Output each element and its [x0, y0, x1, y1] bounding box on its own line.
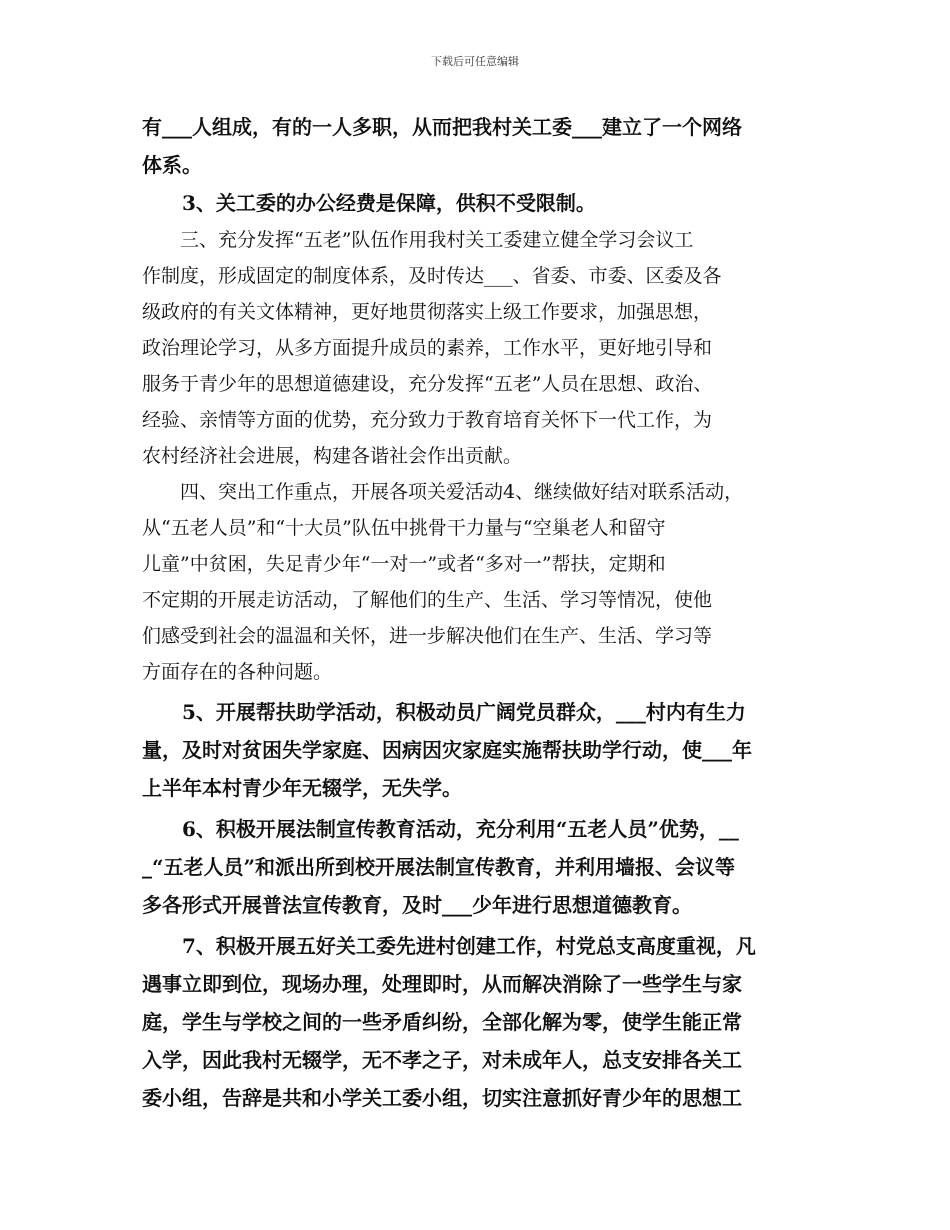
text-line: 方面存在的各种问题。 [142, 661, 333, 683]
document-body [142, 108, 812, 1117]
text-line: 5、开展帮扶助学活动，积极动员广阔党员群众，___村内有生力 [142, 700, 746, 724]
text-line: 庭，学生与学校之间的一些矛盾纠纷，全部化解为零，使学生能正常 [142, 1010, 742, 1034]
text-line: 三、充分发挥“五老”队伍作用我村关工委建立健全学习会议工 [142, 229, 694, 251]
paragraph-3 [142, 222, 812, 474]
text-line: 6、积极开展法制宣传教育活动，充分利用“五老人员”优势，__ [142, 817, 739, 841]
text-line: 遇事立即到位，现场办理，处理即时，从而解决消除了一些学生与家 [142, 972, 742, 996]
text-line: 多各形式开展普法宣传教育，及时___少年进行思想道德教育。 [142, 893, 692, 917]
text-line: 作制度，形成固定的制度体系，及时传达___、省委、市委、区委及各 [142, 265, 722, 287]
text-line: 四、突出工作重点，开展各项关爱活动4、继续做好结对联系活动， [142, 481, 744, 503]
paragraph-1 [142, 108, 812, 184]
text-line: _“五老人员”和派出所到校开展法制宣传教育，并利用墙报、会议等 [142, 855, 736, 879]
paragraph-7 [142, 927, 812, 1117]
text-line: 农村经济社会进展，构建各谐社会作出贡献。 [142, 445, 523, 467]
text-line: 有___人组成，有的一人多职，从而把我村关工委___建立了一个网络 [142, 115, 742, 139]
text-line: 级政府的有关文体精神，更好地贯彻落实上级工作要求，加强思想， [142, 301, 713, 323]
text-line: 经验、亲情等方面的优势，充分致力于教育培育关怀下一代工作，为 [142, 409, 713, 431]
text-line: 入学，因此我村无辍学，无不孝之子，对未成年人，总支安排各关工 [142, 1048, 742, 1072]
text-line: 体系。 [142, 153, 202, 177]
page-header: 下载后可任意编辑 [431, 55, 519, 68]
paragraph-5 [142, 693, 812, 807]
text-line: 上半年本村青少年无辍学，无失学。 [142, 776, 462, 800]
text-line: 3、关工委的办公经费是保障，供积不受限制。 [142, 191, 596, 215]
paragraph-4 [142, 474, 812, 690]
paragraph-2 [142, 184, 812, 222]
text-line: 服务于青少年的思想道德建设，充分发挥“五老”人员在思想、政治、 [142, 373, 713, 395]
text-line: 7、积极开展五好关工委先进村创建工作，村党总支高度重视，凡 [142, 934, 756, 958]
text-line: 不定期的开展走访活动，了解他们的生产、生活、学习等情况，使他 [142, 589, 713, 611]
text-line: 政治理论学习，从多方面提升成员的素养，工作水平，更好地引导和 [142, 337, 713, 359]
text-line: 委小组，告辞是共和小学关工委小组，切实注意抓好青少年的思想工 [142, 1086, 742, 1110]
paragraph-6 [142, 810, 812, 924]
text-line: 儿童”中贫困，失足青少年“一对一”或者“多对一”帮扶，定期和 [142, 553, 666, 575]
text-line: 量，及时对贫困失学家庭、因病因灾家庭实施帮扶助学行动，使___年 [142, 738, 752, 762]
text-line: 从“五老人员”和“十大员”队伍中挑骨干力量与“空巢老人和留守 [142, 517, 666, 539]
text-line: 们感受到社会的温温和关怀，进一步解决他们在生产、生活、学习等 [142, 625, 713, 647]
